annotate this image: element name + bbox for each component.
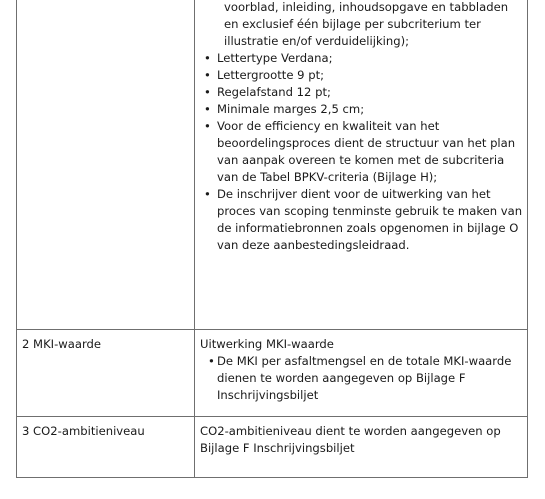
criterion-label: 2 MKI-waarde [22,337,102,351]
continuation-text: voorblad, inleiding, inhoudsopgave en tabbladen en exclusief één bijlage per subcriterium ter illustratie en/of verduidelijking); [224,0,509,48]
list-item [203,101,523,118]
requirements-list [195,50,527,254]
requirements-cell [195,0,528,330]
list-item-text: Minimale marges 2,5 cm; [217,102,365,116]
criterion-cell [17,0,195,330]
bullet-icon: • [204,102,211,116]
table-row [17,330,528,417]
list-item-text: De inschrijver dient voor de uitwerking van het proces van scoping tenminste gebruik te maken van de informatiebronnen zoals opgenomen in bijlage O van deze aanbestedingsleidraad. [217,187,523,252]
requirement-text: CO2-ambitieniveau dient te worden aangegeven op Bijlage F Inschrijvingsbiljet [200,424,501,455]
bullet-icon: • [204,85,211,99]
criterion-cell [17,330,195,417]
table-row [17,0,528,330]
requirement-heading: Uitwerking MKI-waarde [200,337,334,351]
bullet-icon: • [204,119,211,133]
list-item [203,186,523,254]
list-item [203,50,523,67]
bullet-icon: • [204,187,211,201]
list-item [203,118,523,186]
list-item-text: Regelafstand 12 pt; [217,85,331,99]
requirements-cell [195,417,528,478]
criterion-cell [17,417,195,478]
bullet-icon: • [204,68,211,82]
requirements-list [195,353,527,404]
requirements-cell [195,330,528,417]
list-item-text: Lettertype Verdana; [217,51,333,65]
bullet-icon: • [204,51,211,65]
list-item-text: Voor de efficiency en kwaliteit van het beoordelingsproces dient de structuur van het plan van aanpak overeen te komen met de subcriteria van de Tabel BPKV-criteria (Bijlage H); [217,119,516,184]
list-item-text: Lettergrootte 9 pt; [217,68,325,82]
table-row [17,417,528,478]
list-item [203,84,523,101]
list-item [203,67,523,84]
requirements-table [16,0,528,478]
list-item-text: De MKI per asfaltmengsel en de totale MKI-waarde dienen te worden aangegeven op Bijlage F Inschrijvingsbiljet [217,354,512,402]
criterion-label: 3 CO2-ambitieniveau [22,424,145,438]
bullet-icon: • [208,354,215,368]
list-item [208,353,521,404]
